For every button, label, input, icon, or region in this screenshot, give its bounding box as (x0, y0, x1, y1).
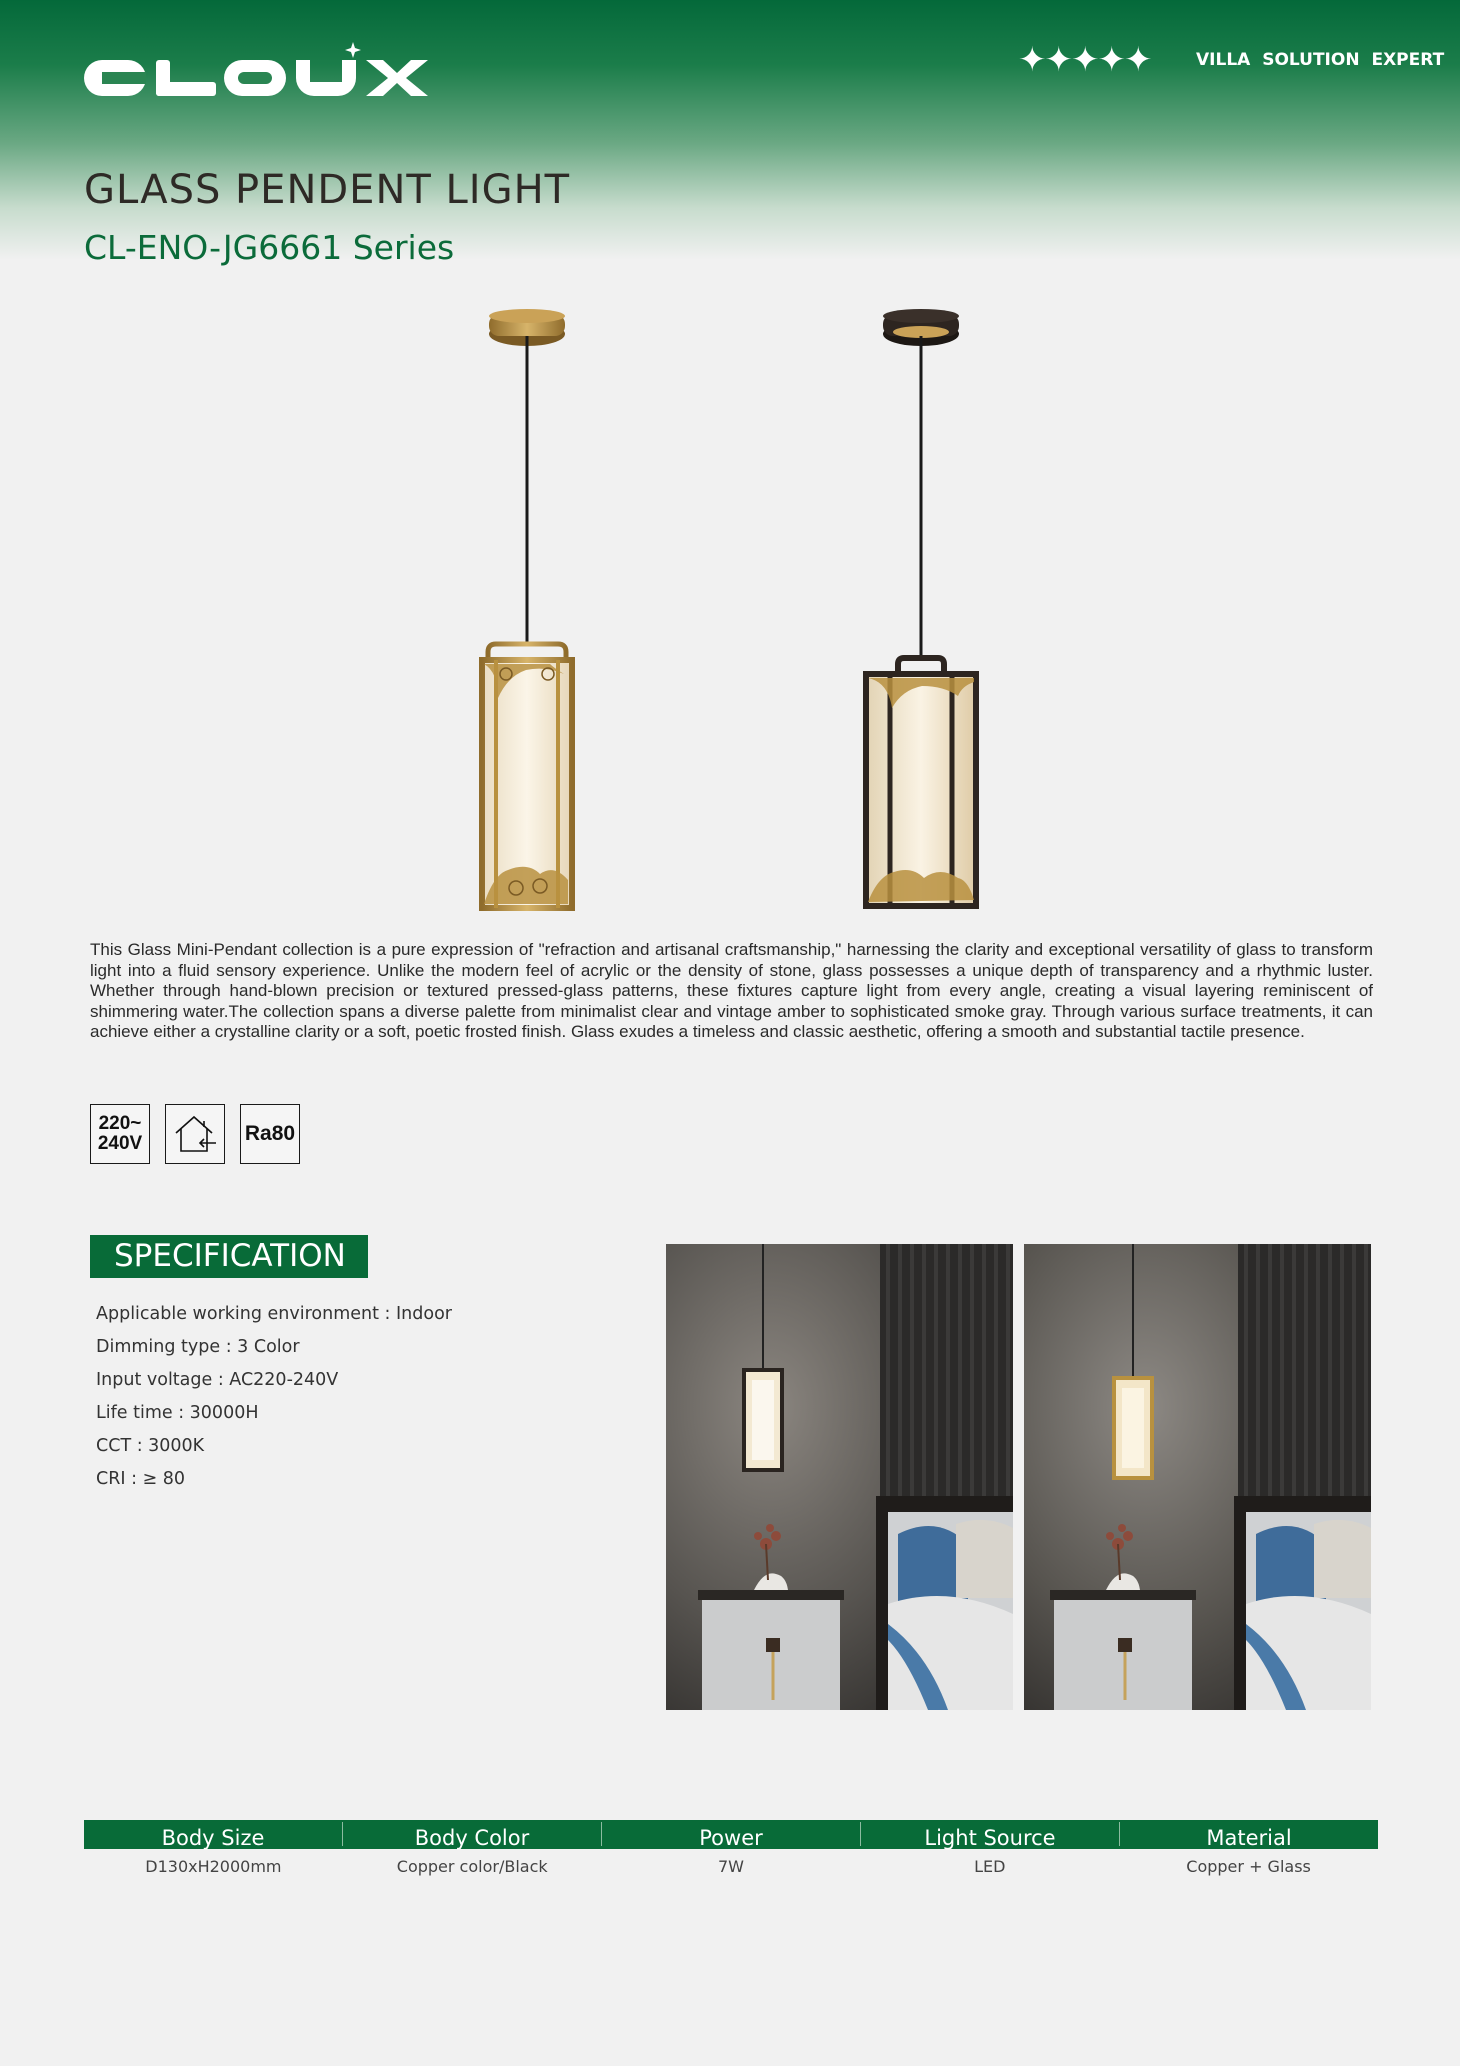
specification-heading: SPECIFICATION (90, 1235, 368, 1278)
table-header-cell: Power (602, 1822, 861, 1846)
cloux-logo (84, 40, 440, 102)
black-pendant-image (850, 308, 990, 912)
header-band (0, 0, 1460, 260)
brass-pendant-image (456, 308, 596, 912)
spec-item: Dimming type : 3 Color (96, 1337, 300, 1357)
table-cell: D130xH2000mm (145, 1857, 282, 1876)
spec-item: Input voltage : AC220-240V (96, 1370, 339, 1390)
product-description: This Glass Mini-Pendant collection is a pure expression of "refraction and artisanal craftsmanship," harnessing the clarity and exceptional versatility of glass to transform light into a fluid sensory experience. Unlike the modern feel of acrylic or the density of stone, glass possesses a unique depth of transparency and a rhythmic luster. Whether through hand-blown precision or textured pressed-glass patterns, these fixtures capture light from every angle, creating a visual layering reminiscent of shimmering water.The collection spans a diverse palette from minimalist clear and vintage amber to sophisticated smoke gray. Through various surface treatments, it can achieve either a crystalline clarity or a soft, poetic frosted finish. Glass exudes a timeless and classic aesthetic, offering a smooth and substantial tactile presence. (90, 940, 1373, 1042)
room-photo-brass-lamp (1024, 1244, 1371, 1710)
indoor-house-icon (172, 1113, 218, 1155)
spec-item: Life time : 30000H (96, 1403, 259, 1423)
table-header-cell: Body Size (84, 1822, 343, 1846)
cri-badge: Ra80 (240, 1104, 300, 1164)
table-row (84, 1856, 1378, 1878)
spec-item: CRI : ≥ 80 (96, 1469, 186, 1489)
voltage-line-1: 220~ (98, 1113, 142, 1134)
table-cell: 7W (717, 1857, 744, 1876)
spec-table-header (84, 1820, 1378, 1849)
specification-list (96, 1298, 452, 1496)
tagline: VILLA SOLUTION EXPERT (1196, 50, 1445, 70)
table-header-cell: Body Color (343, 1822, 602, 1846)
page-title: GLASS PENDENT LIGHT (84, 167, 571, 213)
room-photo-black-lamp (666, 1244, 1013, 1710)
series-name: CL-ENO-JG6661 Series (84, 228, 455, 267)
table-cell: Copper color/Black (396, 1857, 548, 1876)
voltage-line-2: 240V (97, 1133, 143, 1154)
table-cell: Copper + Glass (1186, 1857, 1311, 1876)
rating-stars: ✦✦✦✦✦ (1018, 40, 1151, 80)
table-cell: LED (974, 1857, 1006, 1876)
table-header-cell: Material (1206, 1826, 1292, 1850)
spec-item: CCT : 3000K (96, 1436, 205, 1456)
table-header-cell: Light Source (861, 1822, 1120, 1846)
spec-item: Applicable working environment : Indoor (96, 1304, 452, 1324)
voltage-badge (90, 1104, 150, 1164)
indoor-badge (165, 1104, 225, 1164)
